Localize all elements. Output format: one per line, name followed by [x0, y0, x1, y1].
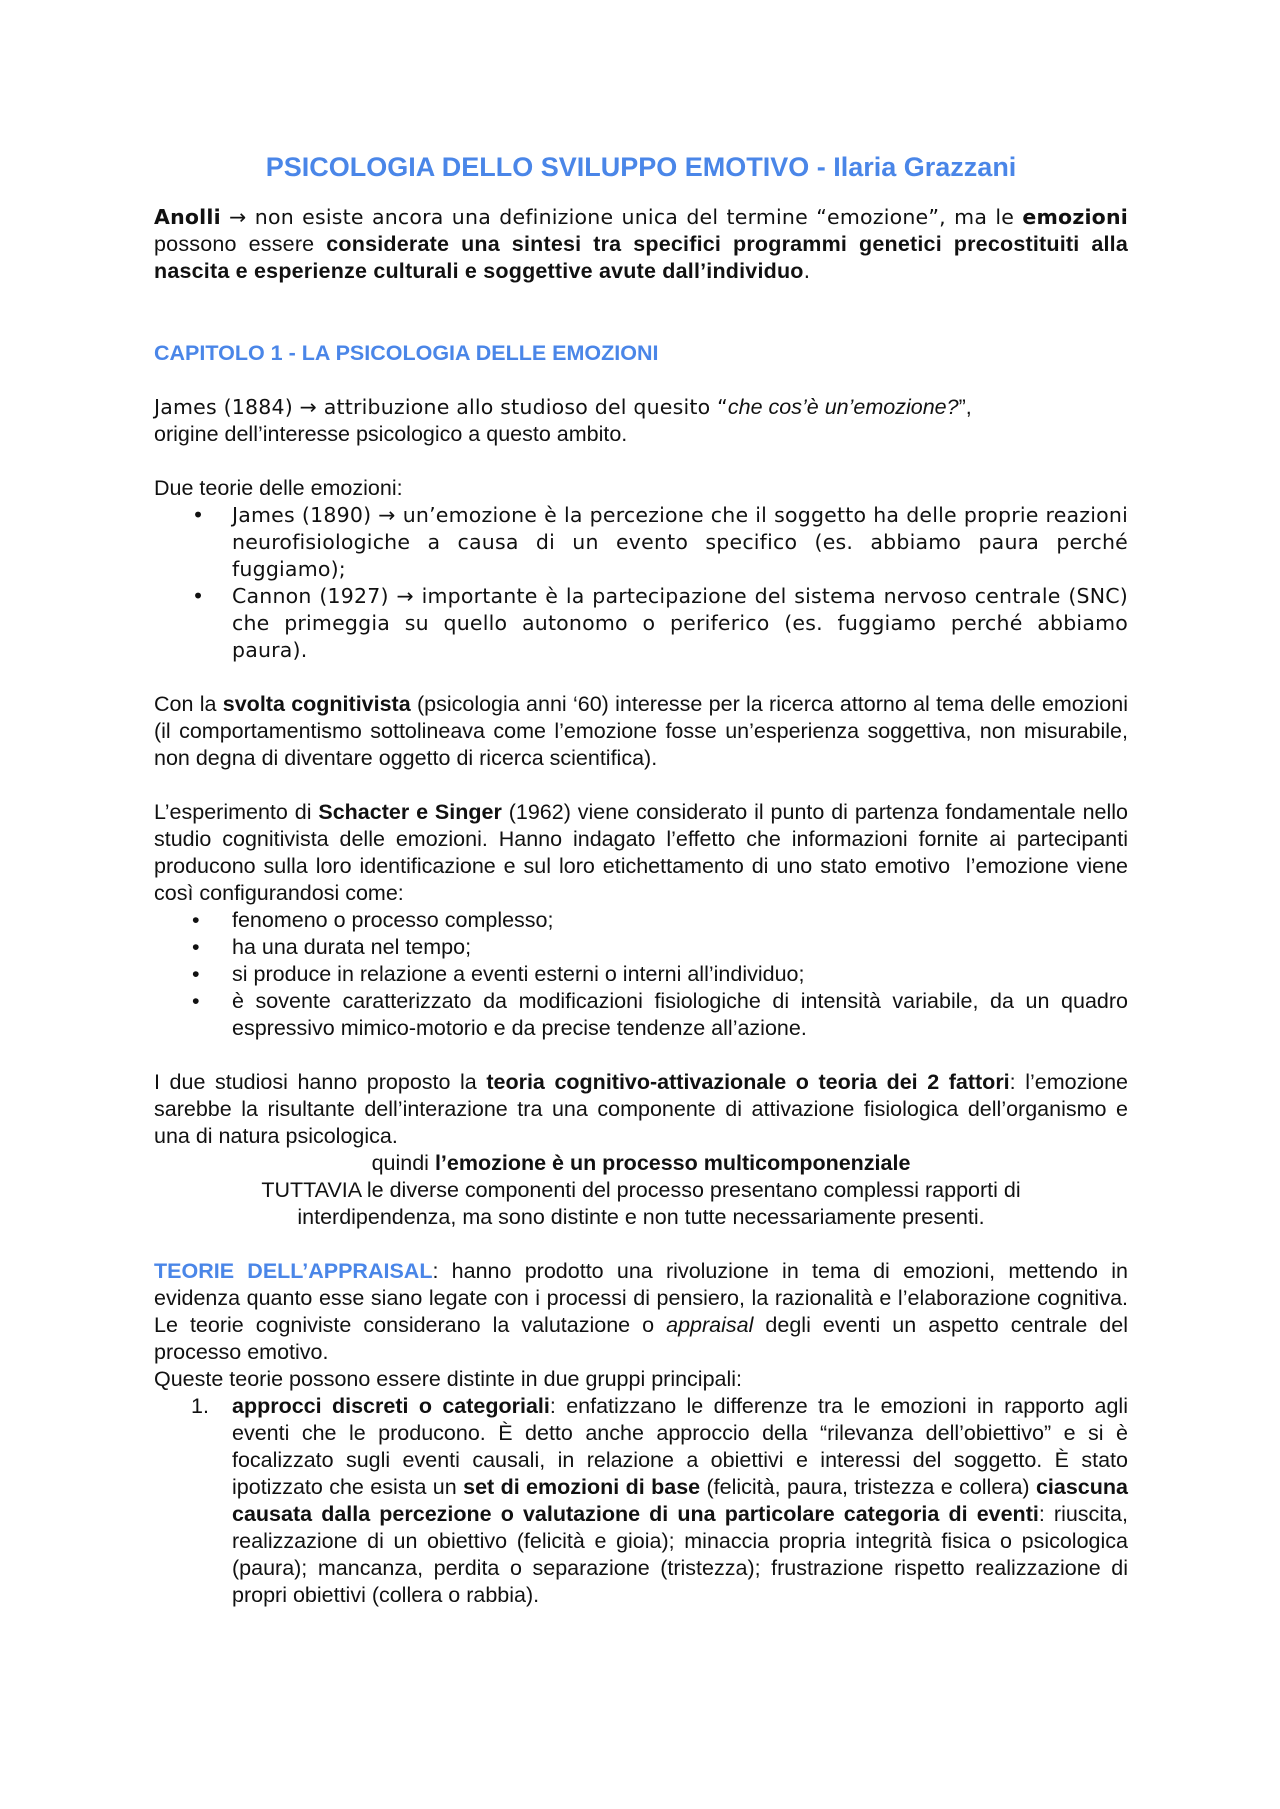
- item-text: : enfatizzano le differenze tra le emozioni in rapporto agli eventi che le producono. È detto anche approccio della “rilevanza dell’obiettivo” e si è focalizzato sugli eventi causali, in relazione a obiettivi e interessi del soggetto. È stato ipotizzato che esista un: [232, 1394, 1128, 1499]
- schacter-rest: (1962) viene considerato il punto di partenza fondamentale nello studio cognitivista delle emozioni. Hanno indagato l’effetto che informazioni fornite ai partecipanti producono sulla loro identificazione e sul loro etichettamento di uno stato emotivo l’emozione viene così configurandosi come:: [154, 800, 1129, 905]
- intro-text-mid: possono essere: [154, 232, 327, 256]
- list-item: [154, 988, 1128, 1042]
- svolta-bold: svolta cognitivista: [222, 692, 411, 716]
- list-item-text: James (1890) → un’emozione è la percezione che il soggetto ha delle proprie reazioni neurofisiologiche a causa di un evento specifico (es. abbiamo paura perché fuggiamo);: [232, 503, 1128, 581]
- document-title: PSICOLOGIA DELLO SVILUPPO EMOTIVO - Ilaria Grazzani: [265, 152, 1017, 182]
- due-fattori-paragraph: [154, 1069, 1128, 1150]
- bullet-icon: •: [192, 962, 200, 986]
- tuttavia-line-1: TUTTAVIA le diverse componenti del processo presentano complessi rapporti di: [261, 1178, 1021, 1202]
- item-text: : riuscita, realizzazione di un obiettivo (felicità e gioia); minaccia propria integrità fisica o psicologica (paura); mancanza, perdita o separazione (tristezza); frustrazione rispetto realizzazione di propri obiettivi (collera o rabbia).: [232, 1502, 1128, 1607]
- list-item-text: si produce in relazione a eventi esterni o interni all’individuo;: [232, 962, 805, 986]
- appraisal-list: [154, 1393, 1128, 1609]
- james-text: James (1884) → attribuzione allo studioso del quesito “: [154, 395, 728, 419]
- due-fattori-bold: teoria cognitivo-attivazionale o teoria dei 2 fattori: [486, 1070, 1010, 1094]
- appraisal-text: : hanno prodotto una rivoluzione in tema di emozioni, mettendo in evidenza quanto esse siano legate con i processi di pensiero, la razionalità e l’elaborazione cognitiva. Le teorie cogniviste considerano la valutazione o: [154, 1259, 1128, 1337]
- item-bold: ciascuna causata dalla percezione o valutazione di una particolare categoria di eventi: [232, 1475, 1128, 1526]
- item-text: (felicità, paura, tristezza e collera): [700, 1475, 1036, 1499]
- intro-definition: considerate una sintesi tra specifici programmi genetici precostituiti alla nascita e esperienze culturali e soggettive avute dall’individuo: [154, 232, 1129, 283]
- appraisal-label: TEORIE DELL’APPRAISAL: [154, 1259, 433, 1283]
- quindi-line: [154, 1150, 1128, 1177]
- appraisal-rest: degli eventi un aspetto centrale del processo emotivo.: [154, 1313, 1129, 1364]
- svolta-paragraph: [154, 691, 1128, 772]
- bullet-icon: •: [192, 935, 200, 959]
- document-page: [154, 150, 1128, 1609]
- chapter-heading: CAPITOLO 1 - LA PSICOLOGIA DELLE EMOZIONI: [154, 341, 659, 365]
- bullet-icon: •: [192, 989, 200, 1013]
- list-item: [154, 502, 1128, 583]
- list-number: 1.: [191, 1394, 209, 1418]
- list-item: [154, 961, 1128, 988]
- appraisal-italic: appraisal: [666, 1313, 754, 1337]
- quindi-text: quindi: [371, 1151, 435, 1175]
- list-item: [154, 1393, 1128, 1609]
- item-bold: approcci discreti o categoriali: [232, 1394, 550, 1418]
- bullet-icon: •: [192, 584, 205, 608]
- schacter-bold: Schacter e Singer: [318, 800, 502, 824]
- james-quote-end: ”,: [958, 395, 972, 419]
- svolta-text: Con la: [154, 692, 223, 716]
- list-item-text: ha una durata nel tempo;: [232, 935, 472, 959]
- list-item-text: fenomeno o processo complesso;: [232, 908, 554, 932]
- intro-emozioni: emozioni: [1022, 205, 1128, 229]
- list-item: [154, 907, 1128, 934]
- author-name: Anolli: [154, 205, 221, 229]
- gruppi-line: Queste teorie possono essere distinte in due gruppi principali:: [154, 1367, 743, 1391]
- schacter-text: L’esperimento di: [154, 800, 319, 824]
- intro-text: → non esiste ancora una definizione unica del termine “emozione”, ma le: [220, 205, 1023, 229]
- due-teorie-list: [154, 502, 1128, 664]
- item-bold: set di emozioni di base: [463, 1475, 701, 1499]
- list-item-text: Cannon (1927) → importante è la partecipazione del sistema nervoso centrale (SNC) che primeggia su quello autonomo o periferico (es. fuggiamo perché abbiamo paura).: [232, 584, 1128, 662]
- due-fattori-text: I due studiosi hanno proposto la: [154, 1070, 487, 1094]
- james-paragraph: [154, 394, 1128, 448]
- quindi-bold: l’emozione è un processo multicomponenziale: [434, 1151, 911, 1175]
- svolta-rest: (psicologia anni ‘60) interesse per la ricerca attorno al tema delle emozioni (il comportamentismo sottolineava come l’emozione fosse un’esperienza soggettiva, non misurabile, non degna di diventare oggetto di ricerca scientifica).: [154, 692, 1128, 770]
- schacter-list: [154, 907, 1128, 1042]
- james-question: che cos’è un’emozione?: [727, 395, 959, 419]
- tuttavia-line-2: interdipendenza, ma sono distinte e non tutte necessariamente presenti.: [297, 1205, 985, 1229]
- intro-end: .: [803, 259, 811, 283]
- schacter-paragraph: [154, 799, 1128, 907]
- bullet-icon: •: [192, 908, 200, 932]
- list-item: [154, 583, 1128, 664]
- due-fattori-rest: : l’emozione sarebbe la risultante dell’interazione tra una componente di attivazione fisiologica dell’organismo e una di natura psicologica.: [154, 1070, 1128, 1148]
- appraisal-paragraph: [154, 1258, 1128, 1366]
- list-item-text: è sovente caratterizzato da modificazioni fisiologiche di intensità variabile, da un quadro espressivo mimico-motorio e da precise tendenze all’azione.: [232, 989, 1128, 1040]
- intro-paragraph: [154, 204, 1128, 285]
- due-teorie-intro: Due teorie delle emozioni:: [154, 476, 403, 500]
- list-item: [154, 934, 1128, 961]
- bullet-icon: •: [192, 503, 205, 527]
- james-origin: origine dell’interesse psicologico a questo ambito.: [154, 422, 628, 446]
